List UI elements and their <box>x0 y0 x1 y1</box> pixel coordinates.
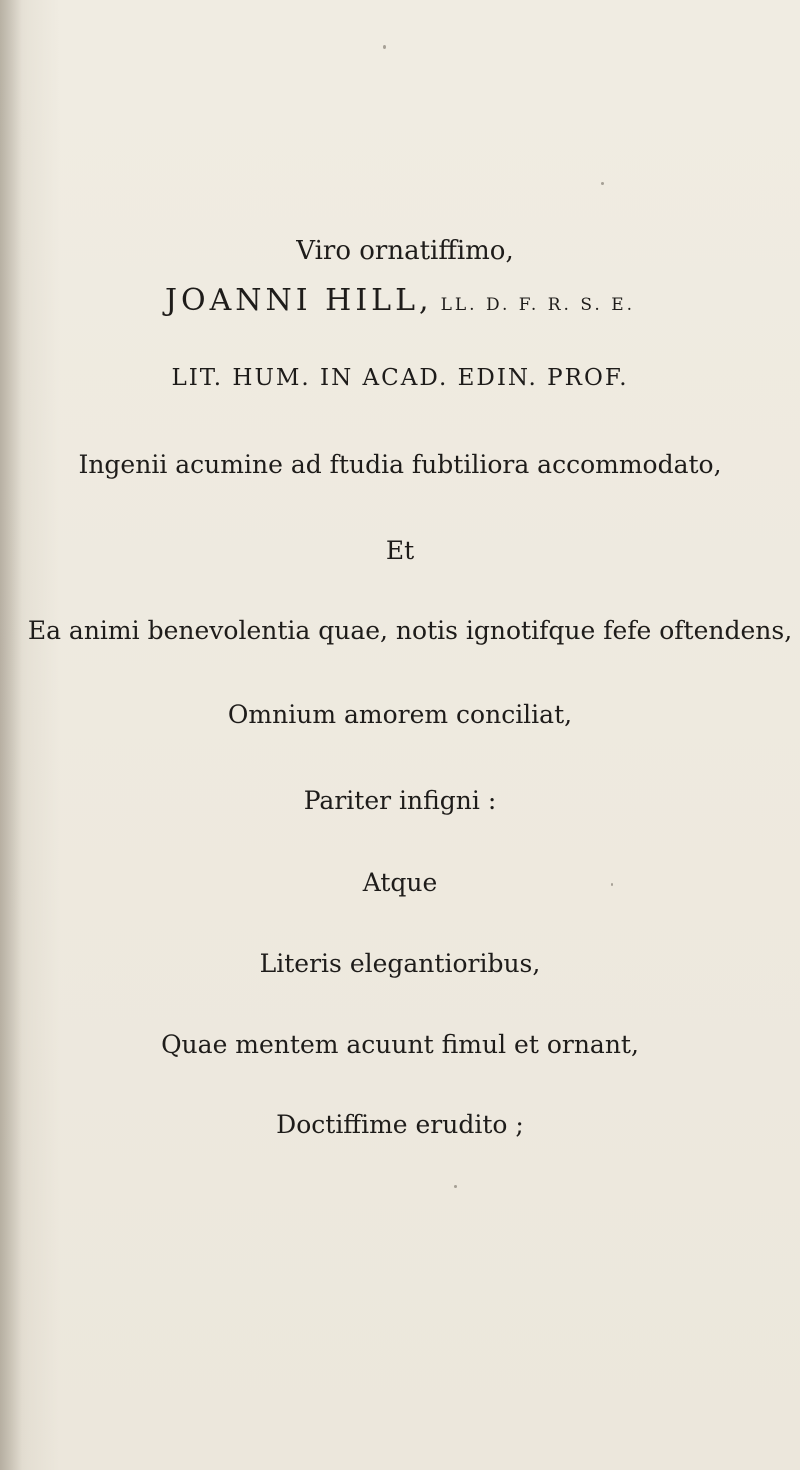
recipient-degrees: LL. D. F. R. S. E. <box>440 295 636 315</box>
dedication-line: Omnium amorem conciliat, <box>227 700 573 729</box>
paper-speck <box>601 182 604 185</box>
dedication-line: Et <box>385 536 415 565</box>
recipient-name: JOANNI HILL, <box>164 283 433 318</box>
dedication-line: Quae mentem acuunt fimul et ornant, <box>161 1030 639 1059</box>
salutation: Viro ornatiffimo, <box>296 236 514 266</box>
dedication-line: Ingenii acumine ad ftudia fubtiliora accommodato, <box>78 450 722 479</box>
paper-speck <box>611 883 613 886</box>
dedication-line: Literis elegantioribus, <box>259 949 541 978</box>
recipient-title: LIT. HUM. IN ACAD. EDIN. PROF. <box>171 365 629 391</box>
paper-speck <box>383 45 386 49</box>
recipient-line <box>0 283 800 318</box>
page-gutter-shadow <box>0 0 22 1470</box>
dedication-line: Doctiffime erudito ; <box>276 1110 524 1139</box>
dedication-line: Atque <box>362 868 438 897</box>
paper-speck <box>454 1185 457 1188</box>
dedication-line: Ea animi benevolentia quae, notis ignotifque fefe oftendens, <box>27 616 793 645</box>
dedication-line: Pariter infigni : <box>303 786 497 815</box>
